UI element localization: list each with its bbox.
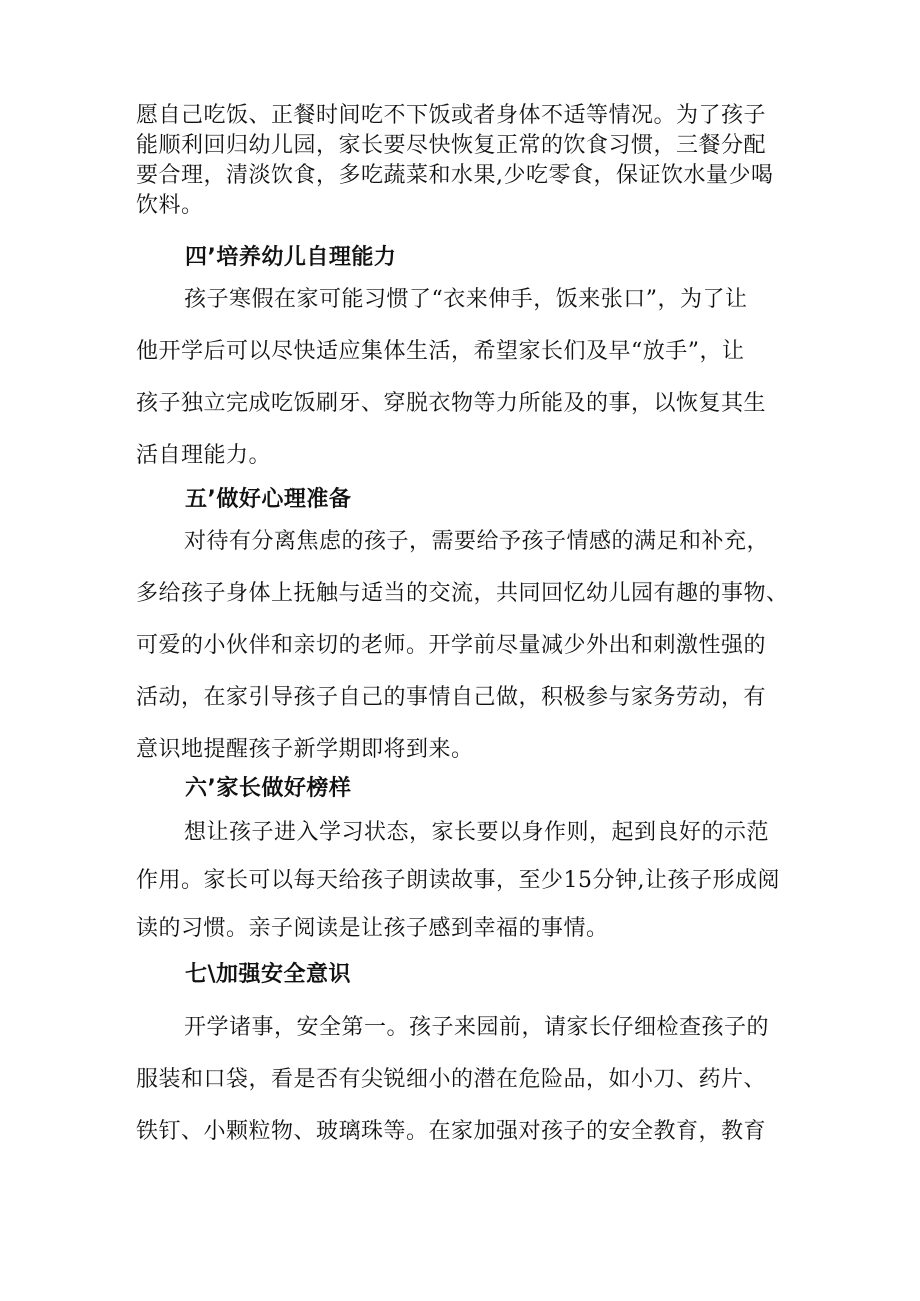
text-line: 要合理，清淡饮食，多吃蔬菜和水果,少吃零食，保证饮水量少喝 [136,163,774,188]
text-line: 可爱的小伙伴和亲切的老师。开学前尽量减少外出和刺激性强的 [136,633,767,658]
text-line: 铁钉、小颗粒物、玻璃珠等。在家加强对孩子的安全教育，教育 [136,1119,767,1144]
paragraph-safety [136,1002,796,1158]
text-line: 愿自己吃饭、正餐时间吃不下饭或者身体不适等情况。为了孩子 [136,103,767,128]
text-line: 读的习惯。亲子阅读是让孩子感到幸福的事情。 [136,916,609,941]
text-line: 作用。家长可以每天给孩子朗读故事，至少15分钟,让孩子形成阅 [136,868,780,893]
text-line: 开学诸事，安全第一。孩子来园前，请家长仔细检查孩子的 [184,1015,770,1040]
paragraph-diet [136,101,796,221]
section-heading-self-care: 四’培养幼儿自理能力 [185,245,397,270]
text-line: 对待有分离焦虑的孩子，需要给予孩子情感的满足和补充， [184,529,770,554]
text-line: 活自理能力。 [136,443,272,468]
text-line: 孩子独立完成吃饭刷牙、穿脱衣物等力所能及的事，以恢复其生 [136,391,767,416]
text-line: 活动，在家引导孩子自己的事情自己做，积极参与家务劳动，有 [136,685,767,710]
text-line: 多给孩子身体上抚触与适当的交流，共同回忆幼儿园有趣的事物、 [136,581,789,606]
text-line: 想让孩子进入学习状态，家长要以身作则，起到良好的示范 [184,820,770,845]
text-line: 饮料。 [136,193,204,218]
text-line: 能顺利回归幼儿园，家长要尽快恢复正常的饮食习惯，三餐分配 [136,133,767,158]
text-line: 意识地提醒孩子新学期即将到来。 [136,737,474,762]
paragraph-self-care [136,274,796,482]
section-heading-mental: 五’做好心理准备 [185,487,352,512]
paragraph-mental [136,516,796,776]
paragraph-role-model [136,809,796,953]
section-heading-safety: 七\加强安全意识 [185,962,352,987]
section-heading-role-model: 六’家长做好榜样 [185,776,352,801]
text-line: 孩子寒假在家可能习惯了“衣来伸手，饭来张口”，为了让 [184,287,748,312]
text-line: 他开学后可以尽快适应集体生活，希望家长们及早“放手”，让 [136,339,745,364]
text-line: 服装和口袋，看是否有尖锐细小的潜在危险品，如小刀、药片、 [136,1067,767,1092]
